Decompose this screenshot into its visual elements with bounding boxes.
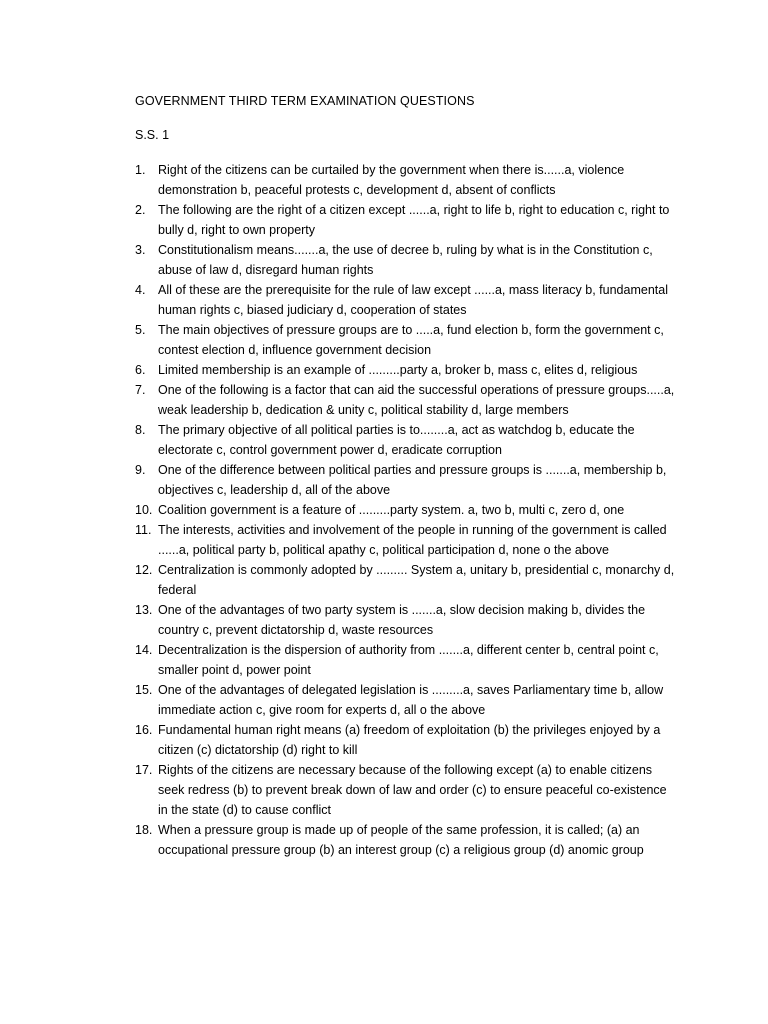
- question-number: 3.: [135, 243, 146, 257]
- question-item: [135, 460, 675, 500]
- question-text: Rights of the citizens are necessary because of the following except (a) to enable citizens seek redress (b) to prevent break down of law and order (c) to ensure peaceful co-existence in the state (d) to cause conflict: [158, 763, 667, 817]
- question-text: One of the advantages of delegated legislation is .........a, saves Parliamentary time b, allow immediate action c, give room for experts d, all o the above: [158, 683, 664, 717]
- class-label: S.S. 1: [135, 128, 170, 142]
- question-number: 17.: [135, 763, 153, 777]
- question-number: 6.: [135, 363, 146, 377]
- question-item: [135, 360, 675, 380]
- question-item: [135, 380, 675, 420]
- question-item: [135, 680, 675, 720]
- question-item: [135, 820, 675, 860]
- question-item: [135, 520, 675, 560]
- question-text: Centralization is commonly adopted by ......... System a, unitary b, presidential c, monarchy d, federal: [158, 563, 675, 597]
- question-number: 2.: [135, 203, 146, 217]
- question-text: Coalition government is a feature of .........party system. a, two b, multi c, zero d, one: [158, 503, 625, 517]
- question-text: The interests, activities and involvement of the people in running of the government is called ......a, political party b, political apathy c, political participation d, none o the above: [158, 523, 667, 557]
- question-text: All of these are the prerequisite for the rule of law except ......a, mass literacy b, fundamental human rights c, biased judiciary d, cooperation of states: [158, 283, 668, 317]
- question-number: 1.: [135, 163, 146, 177]
- question-item: [135, 240, 675, 280]
- question-text: Constitutionalism means.......a, the use of decree b, ruling by what is in the Constitution c, abuse of law d, disregard human rights: [158, 243, 653, 277]
- question-number: 4.: [135, 283, 146, 297]
- question-text: Decentralization is the dispersion of authority from .......a, different center b, central point c, smaller point d, power point: [158, 643, 659, 677]
- question-item: [135, 420, 675, 460]
- question-number: 14.: [135, 643, 153, 657]
- question-number: 12.: [135, 563, 153, 577]
- question-item: [135, 760, 675, 820]
- question-item: [135, 600, 675, 640]
- question-text: The primary objective of all political parties is to........a, act as watchdog b, educate the electorate c, control government power d, eradicate corruption: [158, 423, 635, 457]
- question-number: 16.: [135, 723, 153, 737]
- question-text: Fundamental human right means (a) freedom of exploitation (b) the privileges enjoyed by a citizen (c) dictatorship (d) right to kill: [158, 723, 661, 757]
- question-list: [135, 160, 675, 860]
- question-text: One of the advantages of two party system is .......a, slow decision making b, divides the country c, prevent dictatorship d, waste resources: [158, 603, 646, 637]
- question-number: 15.: [135, 683, 153, 697]
- question-item: [135, 280, 675, 320]
- question-number: 18.: [135, 823, 153, 837]
- question-number: 11.: [135, 523, 152, 537]
- question-item: [135, 560, 675, 600]
- question-number: 8.: [135, 423, 146, 437]
- question-item: [135, 500, 675, 520]
- question-item: [135, 640, 675, 680]
- question-number: 13.: [135, 603, 153, 617]
- question-item: [135, 720, 675, 760]
- question-number: 9.: [135, 463, 146, 477]
- document-title: GOVERNMENT THIRD TERM EXAMINATION QUESTIONS: [135, 94, 475, 108]
- question-text: When a pressure group is made up of people of the same profession, it is called; (a) an occupational pressure group (b) an interest group (c) a religious group (d) anomic group: [158, 823, 644, 857]
- question-text: The main objectives of pressure groups are to .....a, fund election b, form the government c, contest election d, influence government decision: [158, 323, 664, 357]
- question-item: [135, 160, 675, 200]
- question-number: 5.: [135, 323, 146, 337]
- question-text: One of the difference between political parties and pressure groups is .......a, membership b, objectives c, leadership d, all of the above: [158, 463, 667, 497]
- question-text: Right of the citizens can be curtailed by the government when there is......a, violence demonstration b, peaceful protests c, development d, absent of conflicts: [158, 163, 625, 197]
- question-text: Limited membership is an example of .........party a, broker b, mass c, elites d, religious: [158, 363, 638, 377]
- question-text: The following are the right of a citizen except ......a, right to life b, right to education c, right to bully d, right to own property: [158, 203, 670, 237]
- question-number: 10.: [135, 503, 153, 517]
- question-number: 7.: [135, 383, 146, 397]
- question-text: One of the following is a factor that can aid the successful operations of pressure groups.....a, weak leadership b, dedication & unity c, political stability d, large members: [158, 383, 675, 417]
- question-item: [135, 200, 675, 240]
- question-item: [135, 320, 675, 360]
